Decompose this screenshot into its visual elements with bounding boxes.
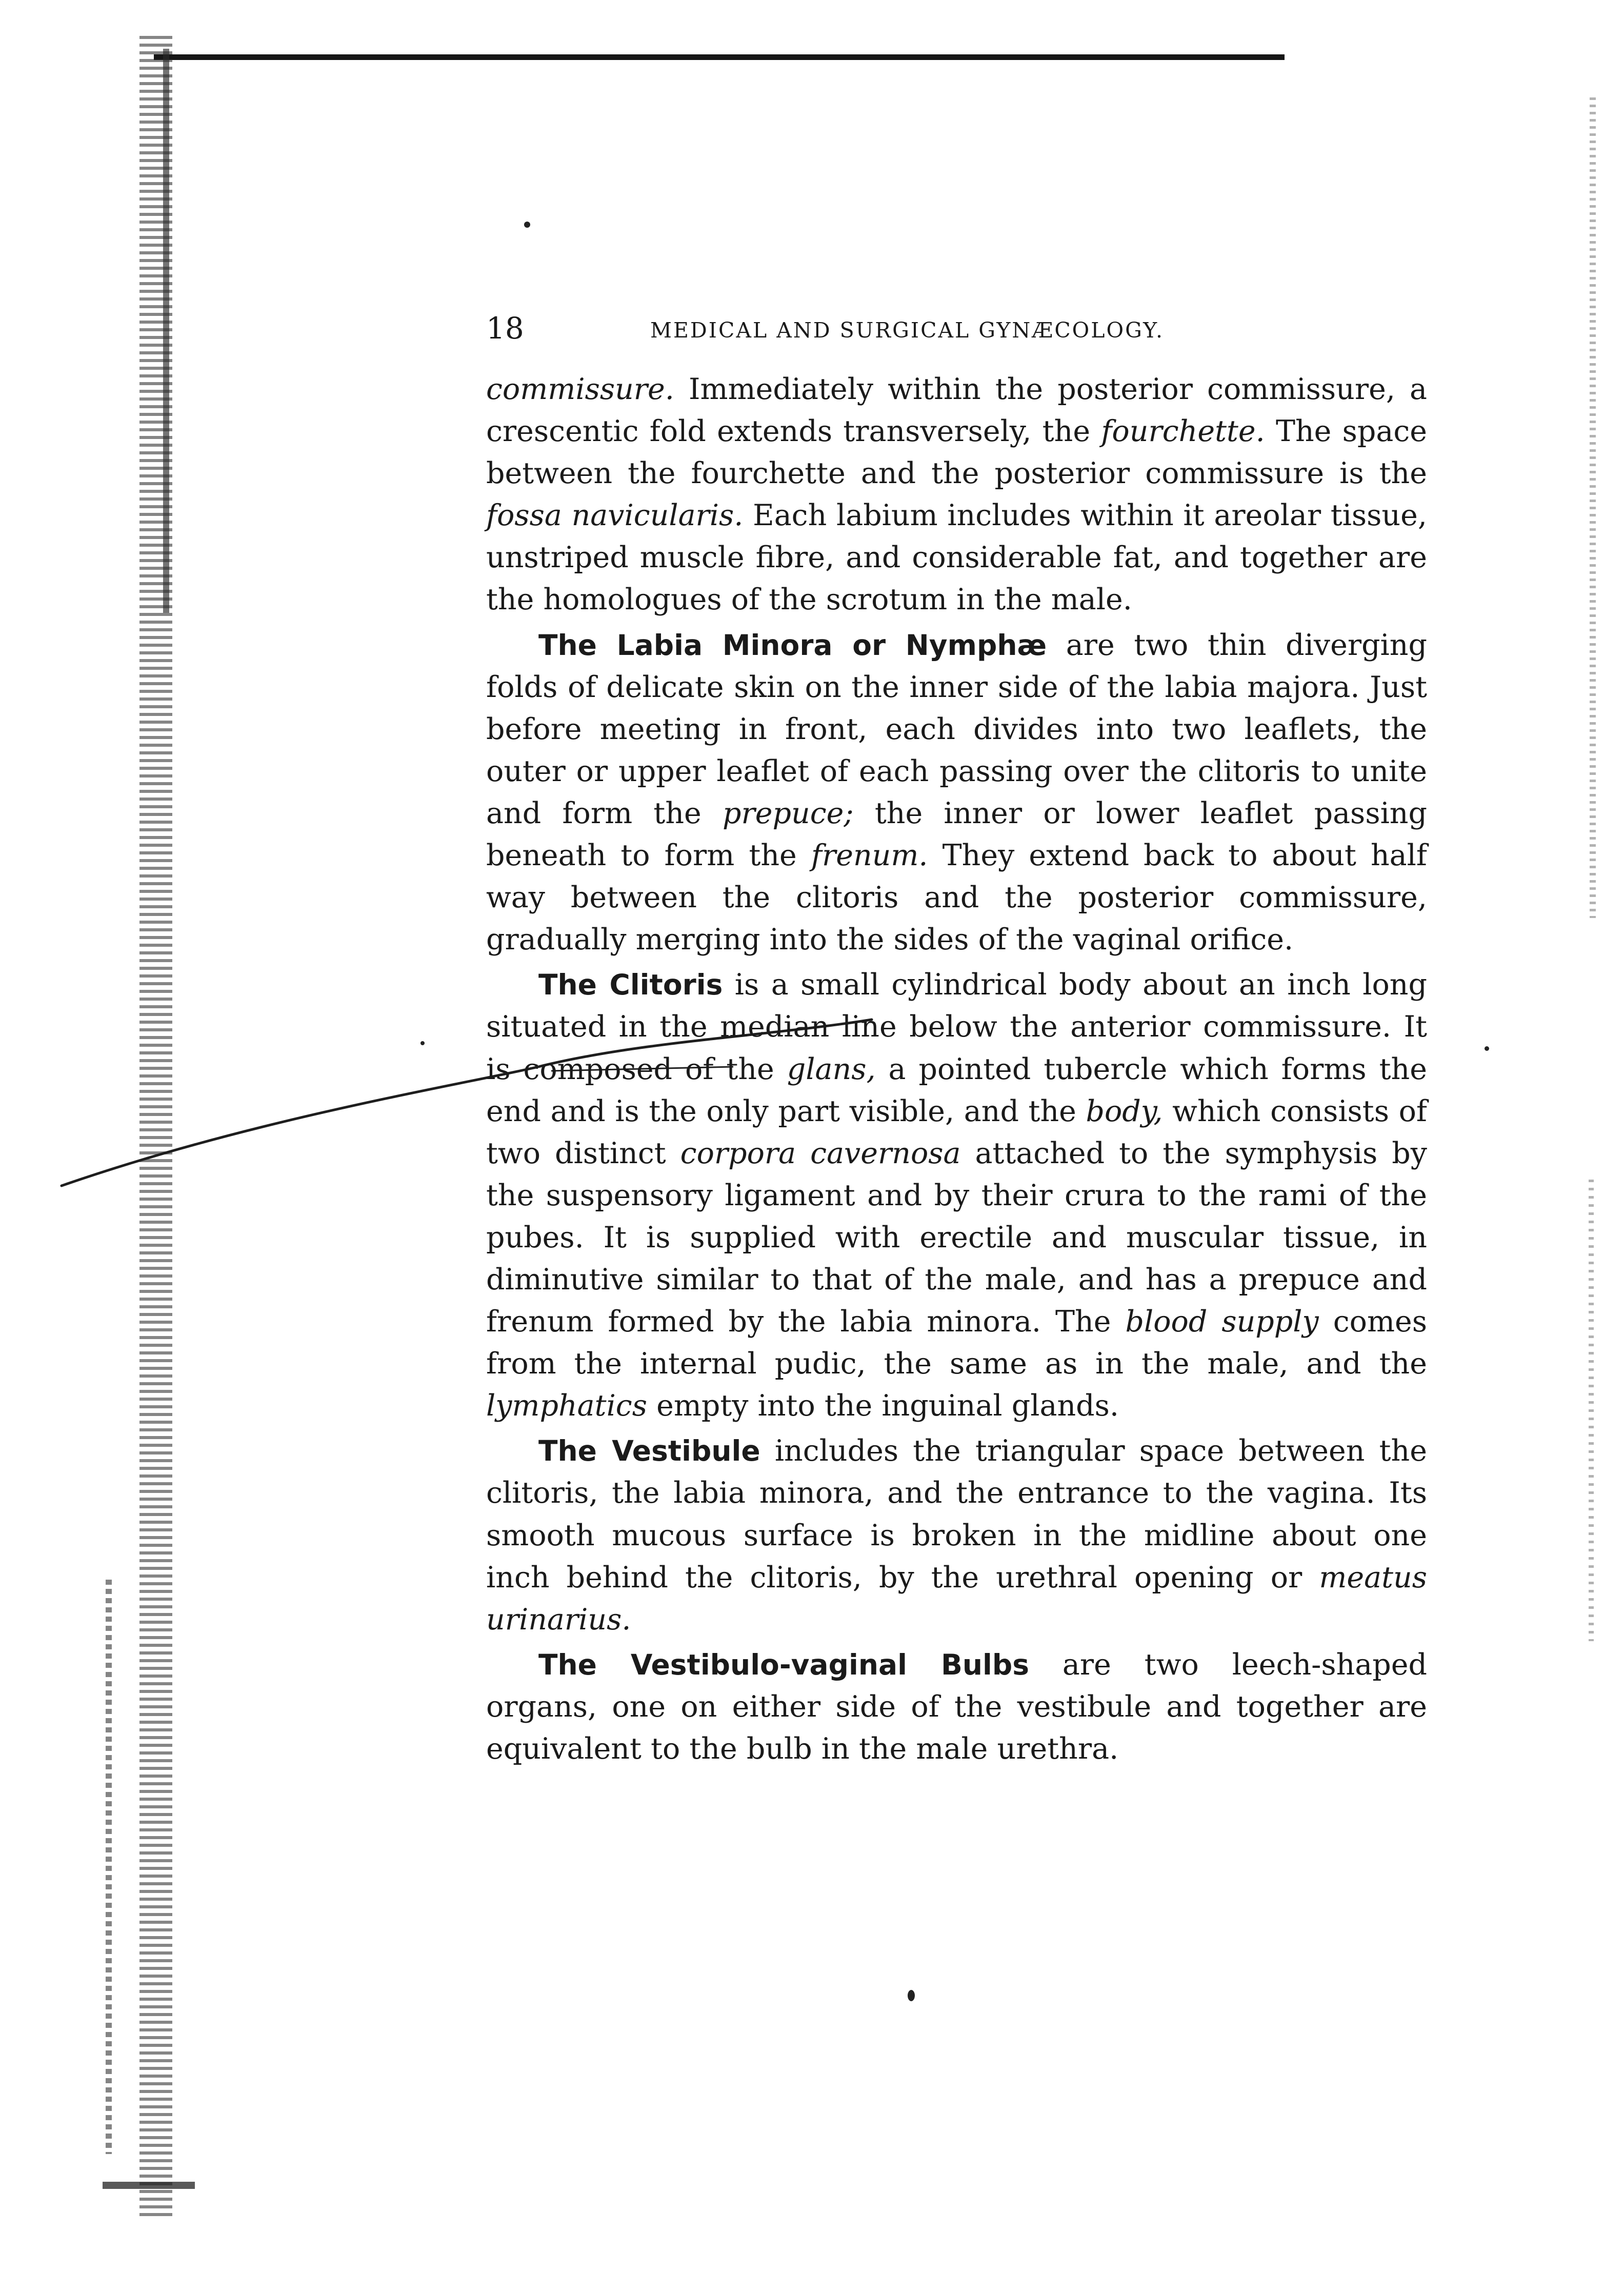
- text-run: They extend back to about half way between the clitoris and the posterior commissure, gradually merging into the sides of the vaginal orifice.: [486, 839, 1427, 957]
- text-run: are two leech-shaped organs, one on either side of the vestibule and together are equivalent to the bulb in the male urethra.: [486, 1647, 1427, 1766]
- text-run: Each labium includes within it areolar tissue, unstriped muscle fibre, and considerable fat, and together are the homologues of the scrotum in the male.: [486, 499, 1427, 617]
- running-title: MEDICAL AND SURGICAL GYNÆCOLOGY.: [650, 318, 1164, 343]
- italic-term: blood supply: [1125, 1305, 1319, 1339]
- text-run: attached to the symphysis by the suspensory ligament and by their crura to the rami of the pubes. It is supplied with erectile and muscular tissue, in diminutive similar to that of the male, and has a prepuce and frenum formed by the labia minora. The: [486, 1136, 1427, 1339]
- paragraph: [486, 964, 1427, 1427]
- italic-term: commissure.: [486, 372, 674, 406]
- body-text: [486, 368, 1427, 1770]
- italic-term: corpora cavernosa: [680, 1136, 961, 1170]
- italic-term: fourchette.: [1101, 414, 1265, 449]
- text-run: includes the triangular space between the clitoris, the labia minora, and the entrance to the vagina. Its smooth mucous surface is broken in the midline about one inch behind the clitoris, by the urethral opening or: [486, 1434, 1427, 1595]
- italic-term: frenum.: [811, 839, 928, 873]
- text-run: is a small cylindrical body about an inch long situated in the median line below the anterior commissure. It is composed of the: [486, 968, 1427, 1086]
- text-run: Immediately within the posterior commissure, a crescentic fold extends transversely, the: [486, 372, 1427, 449]
- text-run: The space between the fourchette and the posterior commissure is the: [486, 414, 1427, 491]
- paragraph: [486, 1644, 1427, 1770]
- section-heading: The Clitoris: [538, 968, 723, 1002]
- paragraph: [486, 368, 1427, 621]
- page-number: 18: [486, 311, 524, 346]
- paragraph: [486, 1430, 1427, 1640]
- text-run: the inner or lower leaflet passing beneath to form the: [486, 796, 1427, 873]
- text-run: empty into the inguinal glands.: [647, 1389, 1119, 1423]
- section-heading: The Vestibulo-vaginal Bulbs: [538, 1648, 1029, 1681]
- italic-term: glans,: [787, 1052, 876, 1086]
- paragraph: [486, 624, 1427, 961]
- text-run: are two thin diverging folds of delicate skin on the inner side of the labia majora. Just before meeting in front, each divides into two leaflets, the outer or upper leaflet of each passing over the clitoris to unite and form the: [486, 628, 1427, 830]
- text-run: a pointed tubercle which forms the end and is the only part visible, and the: [486, 1052, 1427, 1128]
- section-heading: The Labia Minora or Nymphæ: [538, 628, 1047, 662]
- text-run: which consists of two distinct: [486, 1094, 1427, 1170]
- italic-term: prepuce;: [723, 796, 854, 830]
- section-heading: The Vestibule: [538, 1434, 760, 1468]
- italic-term: lymphatics: [486, 1389, 647, 1423]
- running-head: [486, 307, 1425, 350]
- italic-term: meatus urinarius.: [486, 1560, 1427, 1637]
- italic-term: fossa navicularis.: [486, 499, 744, 533]
- italic-term: body,: [1086, 1094, 1163, 1128]
- text-run: comes from the internal pudic, the same as in the male, and the: [486, 1305, 1427, 1381]
